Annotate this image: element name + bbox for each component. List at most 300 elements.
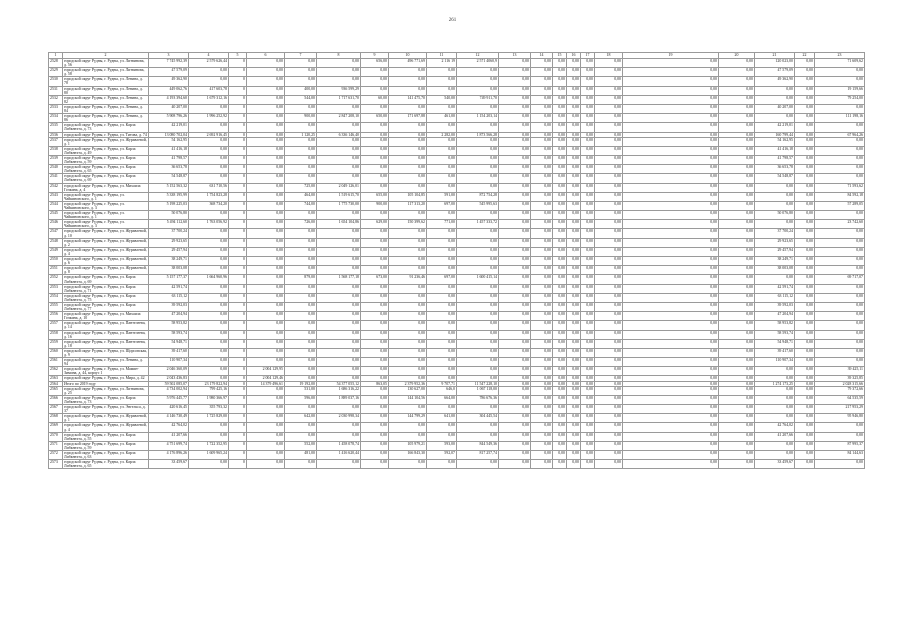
- value-cell: 799 425,16: [189, 386, 229, 395]
- value-cell: 0,00: [361, 405, 389, 414]
- value-cell: 0,00: [499, 132, 531, 137]
- table-row: [49, 414, 865, 423]
- value-cell: 0,00: [581, 114, 595, 123]
- value-cell: 592,07: [427, 450, 457, 459]
- row-number: 2541: [49, 174, 63, 183]
- value-cell: 1 457 333,72: [457, 220, 499, 229]
- value-cell: 1 654 104,86: [317, 220, 361, 229]
- value-cell: 0,00: [285, 321, 317, 330]
- value-cell: 0,00: [389, 155, 427, 164]
- value-cell: 0,00: [457, 266, 499, 275]
- value-cell: 0,00: [247, 211, 285, 220]
- value-cell: 0,00: [361, 247, 389, 256]
- value-cell: 0,00: [247, 395, 285, 404]
- row-number: 2557: [49, 321, 63, 330]
- value-cell: 744,00: [285, 201, 317, 210]
- address-cell: городской округ Рудны, г. Рудны, ул. Ленина, д. 94: [63, 358, 149, 367]
- value-cell: 0,00: [719, 183, 755, 192]
- value-cell: 0,00: [795, 376, 815, 381]
- table-row: [49, 293, 865, 302]
- value-cell: 0,00: [719, 247, 755, 256]
- value-cell: 464,00: [285, 192, 317, 201]
- value-cell: 0,00: [553, 376, 567, 381]
- value-cell: 0,00: [499, 432, 531, 441]
- value-cell: 0,00: [553, 302, 567, 311]
- value-cell: 0,00: [247, 432, 285, 441]
- value-cell: 54 948,71: [149, 339, 189, 348]
- value-cell: 0,00: [499, 201, 531, 210]
- value-cell: 0,00: [189, 348, 229, 357]
- row-number: 2563: [49, 376, 63, 381]
- value-cell: 0,00: [581, 201, 595, 210]
- value-cell: 166 843,30: [389, 450, 427, 459]
- value-cell: 0,00: [553, 192, 567, 201]
- value-cell: 0,00: [553, 321, 567, 330]
- value-cell: 0,00: [189, 312, 229, 321]
- value-cell: 0,00: [247, 302, 285, 311]
- value-cell: 0,00: [795, 423, 815, 432]
- value-cell: 0: [229, 77, 247, 86]
- value-cell: 0,00: [795, 293, 815, 302]
- value-cell: 0,00: [317, 302, 361, 311]
- value-cell: 0,00: [247, 348, 285, 357]
- value-cell: 0: [229, 441, 247, 450]
- row-number: 2572: [49, 450, 63, 459]
- address-cell: городской округ Рудны, г. Рудны, ул. Журавлевой, д. 1: [64, 137, 147, 146]
- value-cell: 84 592,18: [815, 192, 865, 201]
- value-cell: 54 377 055,12: [317, 381, 361, 386]
- value-cell: 47 579,09: [149, 68, 189, 77]
- value-cell: 0,00: [595, 257, 623, 266]
- value-cell: 0,00: [567, 330, 581, 339]
- value-cell: 0,00: [499, 302, 531, 311]
- value-cell: 0,00: [499, 358, 531, 367]
- value-cell: 0,00: [285, 104, 317, 113]
- value-cell: 0,00: [595, 348, 623, 357]
- value-cell: 0,00: [595, 238, 623, 247]
- value-cell: 0,00: [427, 284, 457, 293]
- value-cell: 0,00: [595, 386, 623, 395]
- value-cell: 0,00: [189, 460, 229, 469]
- column-header: 8: [317, 53, 361, 59]
- value-cell: 0,00: [389, 247, 427, 256]
- value-cell: 0,00: [389, 302, 427, 311]
- value-cell: 0,00: [247, 312, 285, 321]
- address-cell: городской округ Рудны, г. Рудны, ул. Пантелеева, д. 18: [63, 339, 149, 348]
- value-cell: 0,00: [581, 220, 595, 229]
- value-cell: 0,00: [361, 211, 389, 220]
- value-cell: 47 579,09: [755, 68, 795, 77]
- value-cell: 0,00: [427, 86, 457, 95]
- value-cell: 544,00: [285, 95, 317, 104]
- value-cell: 160 799,44: [755, 132, 795, 137]
- value-cell: 0,00: [389, 137, 427, 146]
- value-cell: 0,00: [581, 229, 595, 238]
- value-cell: 0,00: [567, 146, 581, 155]
- value-cell: 9 707,71: [427, 381, 457, 386]
- value-cell: 0,00: [567, 386, 581, 395]
- address-cell: городской округ Рудны, г. Рудны, ул. Карла Либкнехта, д. 65: [63, 165, 149, 174]
- value-cell: 0,00: [389, 86, 427, 95]
- table-row: [49, 460, 865, 469]
- value-cell: 2 030 998,34: [317, 414, 361, 423]
- value-cell: 0,00: [317, 174, 361, 183]
- row-number: 2543: [49, 192, 63, 201]
- value-cell: 0,00: [595, 330, 623, 339]
- address-cell: городской округ Рудны, г. Рудны, ул. Карла Либкнехта, д. 73: [63, 395, 149, 404]
- value-cell: 4 146 730,49: [149, 414, 189, 423]
- table-row: [49, 302, 865, 311]
- row-number: 2549: [49, 247, 63, 256]
- value-cell: 0,00: [553, 405, 567, 414]
- value-cell: 0,00: [815, 174, 865, 183]
- row-number: 2531: [49, 86, 63, 95]
- value-cell: 0,00: [531, 432, 553, 441]
- value-cell: 0,00: [795, 59, 815, 68]
- value-cell: 0,00: [361, 146, 389, 155]
- value-cell: 0,00: [457, 348, 499, 357]
- value-cell: 0,00: [567, 460, 581, 469]
- value-cell: 0: [229, 414, 247, 423]
- row-number: 2569: [49, 423, 63, 432]
- value-cell: 0,00: [595, 123, 623, 132]
- row-number: 2567: [49, 405, 63, 414]
- value-cell: 0,00: [581, 77, 595, 86]
- address-cell: городской округ Рудны, г. Рудны, ул. Журавлевой, д. 2: [64, 238, 147, 247]
- value-cell: 0,00: [581, 348, 595, 357]
- value-cell: 1 722 352,95: [189, 441, 229, 450]
- address-cell: городской округ Рудны, г. Рудны, ул. Карла Либкнехта, д. 71: [63, 284, 149, 293]
- value-cell: 0,00: [595, 146, 623, 155]
- value-cell: 0: [229, 123, 247, 132]
- value-cell: 0,00: [361, 367, 389, 376]
- value-cell: 0,00: [247, 104, 285, 113]
- value-cell: 0,00: [581, 275, 595, 284]
- value-cell: 0,00: [719, 302, 755, 311]
- value-cell: 63 115,12: [149, 293, 189, 302]
- value-cell: 0,00: [795, 132, 815, 137]
- value-cell: 786 676,36: [457, 395, 499, 404]
- value-cell: 0,00: [553, 293, 567, 302]
- value-cell: 40 207,00: [149, 104, 189, 113]
- value-cell: 0,00: [567, 192, 581, 201]
- value-cell: 0,00: [795, 104, 815, 113]
- value-cell: 0,00: [389, 423, 427, 432]
- value-cell: 0: [229, 339, 247, 348]
- value-cell: 0,00: [499, 395, 531, 404]
- value-cell: 0,00: [595, 201, 623, 210]
- value-cell: 0,00: [361, 284, 389, 293]
- value-cell: 0: [229, 201, 247, 210]
- value-cell: 420 616,45: [149, 405, 189, 414]
- value-cell: 0,00: [499, 59, 531, 68]
- value-cell: 54 162,95: [149, 137, 189, 146]
- value-cell: 0,00: [317, 229, 361, 238]
- value-cell: 0,00: [581, 238, 595, 247]
- value-cell: 0,00: [189, 146, 229, 155]
- value-cell: 0: [229, 86, 247, 95]
- value-cell: 42 764,02: [755, 423, 795, 432]
- value-cell: 0,00: [457, 155, 499, 164]
- value-cell: 0,00: [567, 68, 581, 77]
- value-cell: 0,00: [719, 405, 755, 414]
- value-cell: 0,00: [553, 155, 567, 164]
- table-row: [49, 367, 865, 376]
- table-row: [49, 114, 865, 123]
- value-cell: 1 609 965,24: [189, 450, 229, 459]
- value-cell: 0,00: [581, 386, 595, 395]
- value-cell: 0,00: [623, 238, 719, 247]
- value-cell: 304 445,54: [457, 414, 499, 423]
- value-cell: 39 325,85: [815, 376, 865, 381]
- value-cell: 0,00: [427, 257, 457, 266]
- value-cell: 0,00: [531, 321, 553, 330]
- value-cell: 0,00: [595, 59, 623, 68]
- value-cell: 0,00: [623, 460, 719, 469]
- value-cell: 863,05: [361, 381, 389, 386]
- value-cell: 0,00: [457, 229, 499, 238]
- value-cell: 0,00: [247, 247, 285, 256]
- value-cell: 0,00: [361, 395, 389, 404]
- data-table: [48, 52, 865, 469]
- value-cell: 0,00: [795, 330, 815, 339]
- value-cell: 0,00: [189, 155, 229, 164]
- table-row: [49, 86, 865, 95]
- table-row: [49, 165, 865, 174]
- value-cell: 0,00: [389, 211, 427, 220]
- value-cell: 0: [229, 432, 247, 441]
- value-cell: 105 104,85: [389, 192, 427, 201]
- value-cell: 0,00: [317, 312, 361, 321]
- value-cell: 0,00: [581, 165, 595, 174]
- column-header: 14: [531, 53, 553, 59]
- value-cell: 0,00: [499, 257, 531, 266]
- value-cell: 0,00: [389, 146, 427, 155]
- value-cell: 0,00: [317, 155, 361, 164]
- value-cell: 0,00: [531, 358, 553, 367]
- value-cell: 0,00: [389, 330, 427, 339]
- value-cell: 1 067 118,00: [457, 386, 499, 395]
- value-cell: 0,00: [317, 68, 361, 77]
- value-cell: 0,00: [457, 330, 499, 339]
- table-row: [49, 220, 865, 229]
- value-cell: 0,00: [427, 137, 457, 146]
- value-cell: 91 236,46: [389, 275, 427, 284]
- value-cell: 749 911,70: [457, 95, 499, 104]
- value-cell: 0,00: [531, 201, 553, 210]
- value-cell: 0,00: [457, 423, 499, 432]
- value-cell: 0,00: [553, 284, 567, 293]
- value-cell: 0,00: [285, 247, 317, 256]
- value-cell: 0: [229, 395, 247, 404]
- value-cell: 0,00: [499, 137, 531, 146]
- value-cell: 0,00: [361, 441, 389, 450]
- value-cell: 0,00: [285, 460, 317, 469]
- value-cell: 697,00: [427, 275, 457, 284]
- value-cell: 0,00: [623, 86, 719, 95]
- value-cell: 0,00: [531, 238, 553, 247]
- value-cell: 0,00: [719, 95, 755, 104]
- value-cell: 0,00: [457, 247, 499, 256]
- value-cell: 0,00: [285, 211, 317, 220]
- value-cell: 0,00: [581, 441, 595, 450]
- value-cell: 0,00: [623, 229, 719, 238]
- value-cell: 0,00: [719, 132, 755, 137]
- value-cell: 0: [229, 367, 247, 376]
- value-cell: 0,00: [719, 220, 755, 229]
- value-cell: 0,00: [567, 395, 581, 404]
- value-cell: 0,00: [531, 348, 553, 357]
- row-number: 2530: [49, 77, 63, 86]
- value-cell: 0,00: [719, 114, 755, 123]
- value-cell: 0,00: [719, 395, 755, 404]
- value-cell: 0,00: [499, 238, 531, 247]
- row-number: 2540: [49, 165, 63, 174]
- value-cell: 0,00: [189, 284, 229, 293]
- value-cell: 40 207,00: [755, 104, 795, 113]
- value-cell: 1 763 056,92: [189, 220, 229, 229]
- value-cell: 0,00: [623, 386, 719, 395]
- value-cell: 33 459,67: [149, 460, 189, 469]
- value-cell: 879,00: [285, 275, 317, 284]
- value-cell: 0: [229, 229, 247, 238]
- value-cell: 0,00: [553, 348, 567, 357]
- value-cell: 0,00: [389, 104, 427, 113]
- value-cell: 0: [229, 376, 247, 381]
- value-cell: 0,00: [317, 321, 361, 330]
- value-cell: 0,00: [755, 183, 795, 192]
- value-cell: 6 336 146,40: [317, 132, 361, 137]
- value-cell: 171 697,88: [389, 114, 427, 123]
- value-cell: 0,00: [361, 137, 389, 146]
- value-cell: 0,00: [389, 312, 427, 321]
- value-cell: 1 873 566,28: [457, 132, 499, 137]
- value-cell: 0,00: [795, 183, 815, 192]
- value-cell: 0,00: [499, 330, 531, 339]
- value-cell: 0,00: [531, 441, 553, 450]
- value-cell: 0: [229, 238, 247, 247]
- address-cell: городской округ Рудны, г. Рудны, ул. Мира, д. 42: [63, 376, 149, 381]
- value-cell: 0,00: [815, 123, 865, 132]
- value-cell: 0,00: [389, 165, 427, 174]
- value-cell: 5 157 177,37: [149, 275, 189, 284]
- value-cell: 95 946,80: [815, 414, 865, 423]
- value-cell: 0,00: [189, 123, 229, 132]
- column-header: 2: [63, 53, 149, 59]
- value-cell: 0,00: [247, 123, 285, 132]
- value-cell: 14 379 496,61: [247, 381, 285, 386]
- value-cell: 0,00: [581, 450, 595, 459]
- value-cell: 0,00: [389, 257, 427, 266]
- value-cell: 0,00: [427, 77, 457, 86]
- value-cell: 0,00: [457, 432, 499, 441]
- value-cell: 0,00: [361, 123, 389, 132]
- value-cell: 0: [229, 165, 247, 174]
- value-cell: 0,00: [795, 146, 815, 155]
- value-cell: 900,00: [361, 201, 389, 210]
- value-cell: 0,00: [531, 192, 553, 201]
- value-cell: 59 502 085,07: [149, 381, 189, 386]
- value-cell: 0: [229, 155, 247, 164]
- value-cell: 0,00: [795, 414, 815, 423]
- value-cell: 0: [229, 450, 247, 459]
- value-cell: 0,00: [531, 132, 553, 137]
- value-cell: 0,00: [457, 358, 499, 367]
- value-cell: 0,00: [623, 77, 719, 86]
- value-cell: 36 653,78: [755, 165, 795, 174]
- value-cell: 0,00: [457, 137, 499, 146]
- row-number: 2561: [49, 358, 63, 367]
- value-cell: 0,00: [499, 174, 531, 183]
- value-cell: 0,00: [285, 174, 317, 183]
- value-cell: 0,00: [389, 358, 427, 367]
- value-cell: 1 600 415,14: [457, 275, 499, 284]
- value-cell: 0,00: [581, 192, 595, 201]
- table-row: [49, 450, 865, 459]
- value-cell: 0: [229, 330, 247, 339]
- value-cell: 0,00: [317, 460, 361, 469]
- value-cell: 0,00: [361, 293, 389, 302]
- value-cell: 449 062,76: [149, 86, 189, 95]
- value-cell: 0,00: [531, 293, 553, 302]
- value-cell: 0,00: [581, 86, 595, 95]
- value-cell: 0,00: [389, 238, 427, 247]
- value-cell: 0,00: [361, 414, 389, 423]
- value-cell: 0,00: [581, 423, 595, 432]
- value-cell: 0,00: [389, 348, 427, 357]
- value-cell: 0,00: [457, 68, 499, 77]
- value-cell: 5 198 225,03: [149, 201, 189, 210]
- value-cell: 0,00: [189, 104, 229, 113]
- value-cell: 0,00: [361, 450, 389, 459]
- address-cell: городской округ Рудны, г. Рудны, ул. Журавлевой, д. 6: [64, 257, 147, 266]
- value-cell: 0,00: [427, 432, 457, 441]
- value-cell: 0,00: [595, 137, 623, 146]
- column-header: 10: [389, 53, 427, 59]
- value-cell: 0,00: [499, 123, 531, 132]
- value-cell: 0,00: [567, 59, 581, 68]
- value-cell: 117 313,20: [389, 201, 427, 210]
- value-cell: 0,00: [285, 405, 317, 414]
- value-cell: 0: [229, 284, 247, 293]
- value-cell: 0,00: [531, 330, 553, 339]
- value-cell: 0,00: [247, 165, 285, 174]
- value-cell: 41 416,18: [149, 146, 189, 155]
- value-cell: 0,00: [247, 441, 285, 450]
- value-cell: 0,00: [719, 339, 755, 348]
- value-cell: 0,00: [595, 367, 623, 376]
- table-row: [49, 257, 865, 266]
- table-row: [49, 201, 865, 210]
- value-cell: 0,00: [567, 211, 581, 220]
- value-cell: 0,00: [457, 104, 499, 113]
- row-number: 2556: [49, 312, 63, 321]
- value-cell: 531,00: [285, 386, 317, 395]
- value-cell: 217 953,29: [815, 405, 865, 414]
- value-cell: 0: [229, 137, 247, 146]
- value-cell: 0,00: [719, 68, 755, 77]
- value-cell: 0,00: [247, 137, 285, 146]
- value-cell: 0,00: [499, 460, 531, 469]
- value-cell: 0,00: [189, 137, 229, 146]
- value-cell: 0,00: [553, 104, 567, 113]
- value-cell: 0,00: [623, 266, 719, 275]
- value-cell: 50 076,80: [149, 211, 189, 220]
- address-cell: Итого по 2019 году: [63, 381, 149, 386]
- value-cell: 0,00: [247, 229, 285, 238]
- value-cell: 0,00: [581, 104, 595, 113]
- value-cell: 0,00: [531, 386, 553, 395]
